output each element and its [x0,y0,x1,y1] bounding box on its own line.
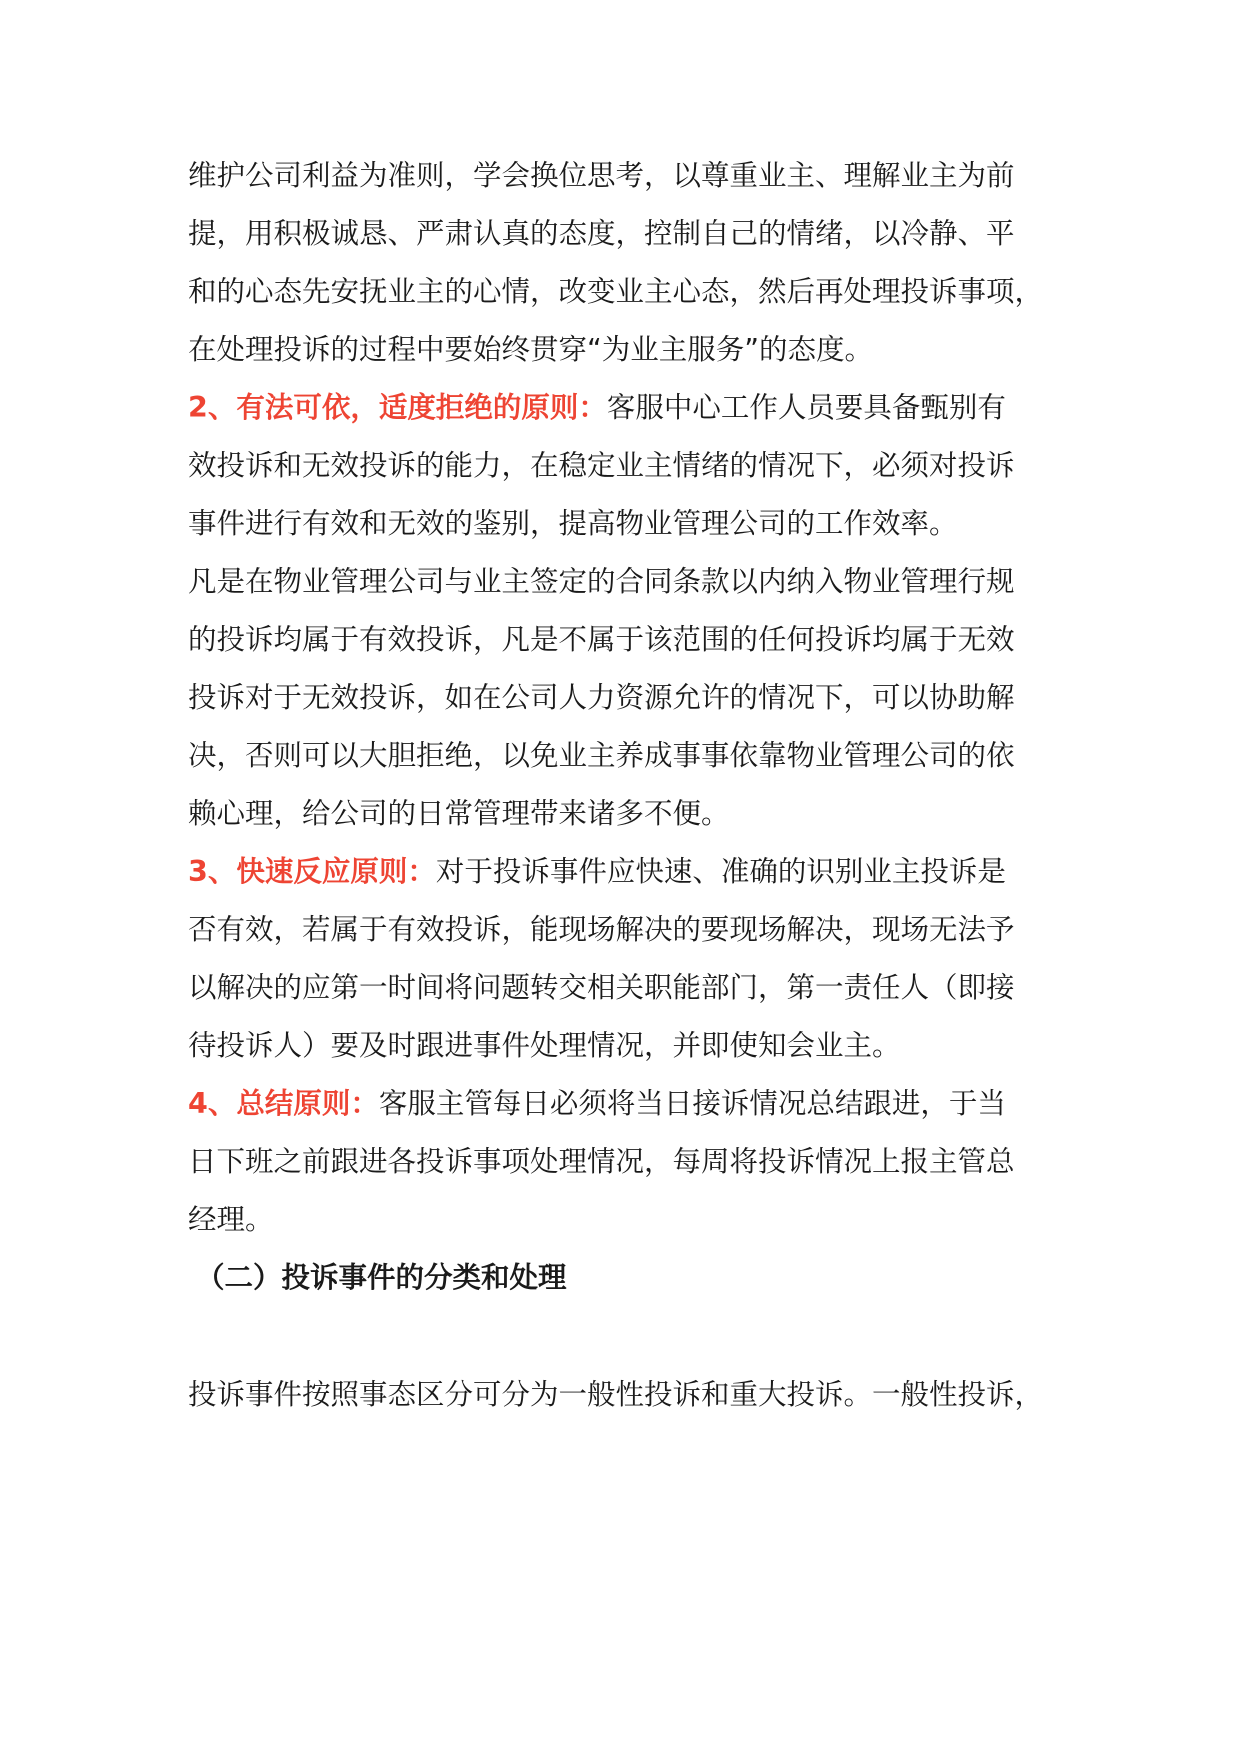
paragraph-line: 提，用积极诚恳、严肃认真的态度，控制自己的情绪，以冷静、平 [188,217,1015,250]
principle-3-line [188,852,1088,892]
paragraph-line: 维护公司利益为准则，学会换位思考，以尊重业主、理解业主为前 [188,159,1015,192]
paragraph-line: 待投诉人）要及时跟进事件处理情况，并即使知会业主。 [188,1029,901,1062]
paragraph-line: 以解决的应第一时间将问题转交相关职能部门，第一责任人（即接 [188,971,1015,1004]
principle-4-title: 4、总结原则： [188,1087,379,1120]
paragraph-line: 投诉对于无效投诉，如在公司人力资源允许的情况下，可以协助解 [188,681,1015,714]
principle-3-title: 3、快速反应原则： [188,855,436,888]
principle-2-line [188,388,1088,428]
paragraph-line: 效投诉和无效投诉的能力，在稳定业主情绪的情况下，必须对投诉 [188,449,1015,482]
paragraph-line: 的投诉均属于有效投诉，凡是不属于该范围的任何投诉均属于无效 [188,623,1015,656]
paragraph-line: 和的心态先安抚业主的心情，改变业主心态，然后再处理投诉事项， [188,275,1044,308]
paragraph-line: 事件进行有效和无效的鉴别，提高物业管理公司的工作效率。 [188,507,958,540]
section-heading: （二）投诉事件的分类和处理 [196,1261,567,1294]
paragraph-line: 否有效，若属于有效投诉，能现场解决的要现场解决，现场无法予 [188,913,1015,946]
paragraph-line: 经理。 [188,1203,274,1236]
paragraph-line: 日下班之前跟进各投诉事项处理情况，每周将投诉情况上报主管总 [188,1145,1015,1178]
principle-4-text: 客服主管每日必须将当日接诉情况总结跟进，于当 [378,1087,1006,1120]
paragraph-line: 赖心理，给公司的日常管理带来诸多不便。 [188,797,730,830]
paragraph-line: 投诉事件按照事态区分可分为一般性投诉和重大投诉。一般性投诉， [188,1378,1044,1411]
paragraph-line: 在处理投诉的过程中要始终贯穿“为业主服务”的态度。 [188,333,874,366]
paragraph-line: 凡是在物业管理公司与业主签定的合同条款以内纳入物业管理行规 [188,565,1015,598]
paragraph-line: 决，否则可以大胆拒绝，以免业主养成事事依靠物业管理公司的依 [188,739,1015,772]
principle-3-text: 对于投诉事件应快速、准确的识别业主投诉是 [435,855,1006,888]
principle-4-line [188,1084,1088,1124]
principle-2-text: 客服中心工作人员要具备甄别有 [606,391,1006,424]
principle-2-title: 2、有法可依，适度拒绝的原则： [188,391,607,424]
